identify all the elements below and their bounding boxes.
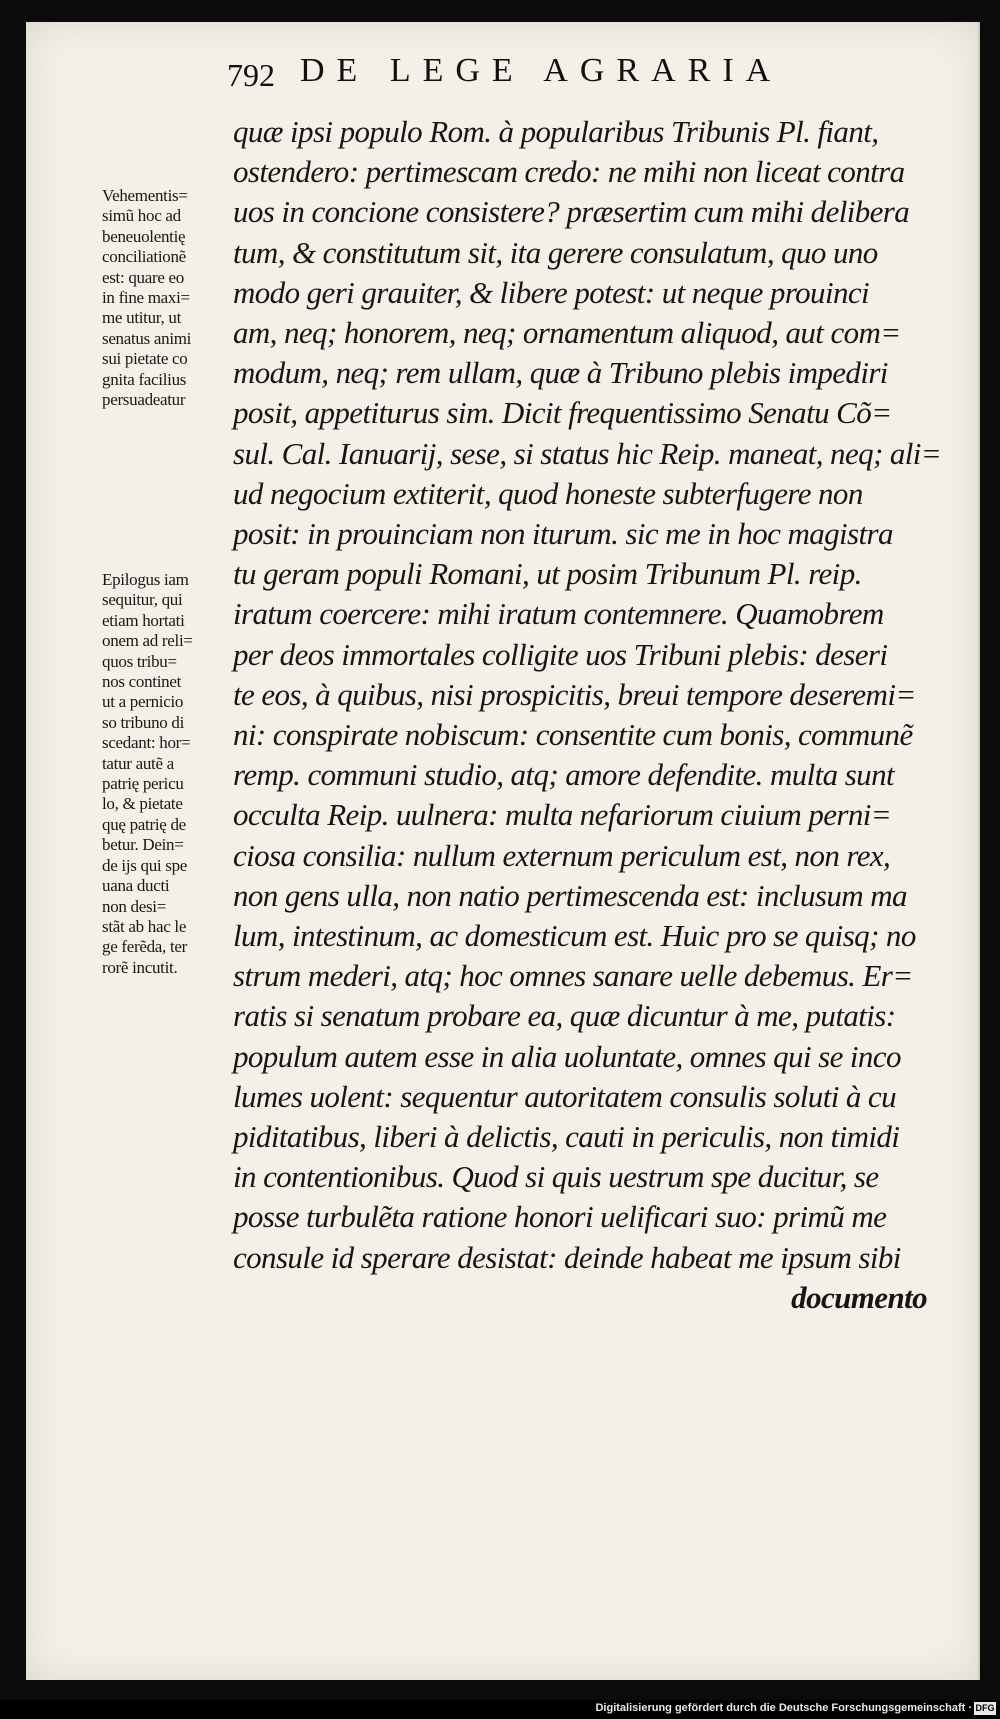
margin-note-line: betur. Dein= bbox=[102, 835, 184, 855]
margin-note-line: rorẽ incutit. bbox=[102, 957, 178, 977]
margin-note-line: sequitur, qui bbox=[102, 590, 183, 610]
margin-note-line: patrię pericu bbox=[102, 774, 184, 794]
text-line: lumes uolent: sequentur autoritatem consulis soluti à cu bbox=[233, 1078, 896, 1114]
margin-note-line: quę patrię de bbox=[102, 814, 186, 834]
text-line: ud negocium extiterit, quod honeste subterfugere non bbox=[233, 475, 863, 511]
text-line: ni: conspirate nobiscum: consentite cum bonis, communẽ bbox=[233, 717, 913, 753]
dfg-logo: DFG bbox=[975, 1703, 995, 1713]
page-number: 792 bbox=[227, 57, 275, 93]
text-line: posit: in prouinciam non iturum. sic me in hoc magistra bbox=[233, 516, 893, 552]
margin-note-line: tatur autẽ a bbox=[102, 753, 174, 773]
margin-note-line: Epilogus iam bbox=[102, 570, 189, 589]
margin-note-line: stãt ab hac le bbox=[102, 916, 187, 936]
text-line: uos in concione consistere? præsertim cum mihi delibera bbox=[233, 194, 910, 230]
text-line: am, neq; honorem, neq; ornamentum aliquod, aut com= bbox=[233, 315, 901, 351]
text-line: lum, intestinum, ac domesticum est. Huic pro se quisq; no bbox=[233, 918, 916, 954]
text-line: te eos, à quibus, nisi prospicitis, breui tempore deseremi= bbox=[233, 676, 916, 712]
margin-note-line: uana ducti bbox=[102, 876, 170, 896]
margin-note-line: sui pietate co bbox=[102, 349, 188, 369]
margin-note-line: scedant: hor= bbox=[102, 733, 191, 753]
margin-note-line: simũ hoc ad bbox=[102, 206, 181, 226]
text-line: modo geri grauiter, & libere potest: ut neque prouinci bbox=[233, 274, 870, 310]
text-line: iratum coercere: mihi iratum contemnere. Quamobrem bbox=[233, 596, 884, 632]
text-line: modum, neq; rem ullam, quæ à Tribuno plebis impediri bbox=[233, 355, 888, 391]
margin-note-line: conciliationẽ bbox=[102, 247, 186, 267]
text-line: ciosa consilia: nullum externum periculum est, non rex, bbox=[233, 837, 891, 873]
running-head: DE LEGE AGRARIA bbox=[300, 52, 783, 89]
text-line: non gens ulla, non natio pertimescenda est: inclusum ma bbox=[233, 877, 907, 913]
text-line: in contentionibus. Quod si quis uestrum spe ducitur, se bbox=[233, 1159, 879, 1195]
catchword: documento bbox=[791, 1279, 927, 1315]
text-line: posit, appetiturus sim. Dicit frequentissimo Senatu Cõ= bbox=[233, 395, 892, 431]
margin-note-line: non desi= bbox=[102, 896, 167, 916]
text-line: strum mederi, atq; hoc omnes sanare uelle debemus. Er= bbox=[233, 958, 913, 994]
margin-note-line: gnita facilius bbox=[102, 369, 187, 389]
text-line: posse turbulẽta ratione honori uelificari suo: primũ me bbox=[233, 1199, 887, 1235]
text-line: remp. communi studio, atq; amore defendite. multa sunt bbox=[233, 757, 894, 793]
margin-note bbox=[102, 186, 230, 410]
margin-note-line: in fine maxi= bbox=[102, 288, 190, 308]
margin-note-line: me utitur, ut bbox=[102, 308, 181, 328]
margin-note-line: senatus animi bbox=[102, 328, 192, 348]
text-line: per deos immortales colligite uos Tribuni plebis: deseri bbox=[233, 636, 888, 672]
margin-note-line: lo, & pietate bbox=[102, 794, 183, 814]
funding-credit: Digitalisierung gefördert durch die Deutsche Forschungsgemeinschaft · bbox=[595, 1702, 972, 1714]
text-line: quæ ipsi populo Rom. à popularibus Tribunis Pl. fiant, bbox=[233, 114, 879, 149]
margin-note-line: etiam hortati bbox=[102, 610, 185, 630]
margin-note-line: quos tribu= bbox=[102, 651, 177, 671]
text-line: occulta Reip. uulnera: multa nefariorum ciuium perni= bbox=[233, 797, 892, 833]
text-line: ostendero: pertimescam credo: ne mihi non liceat contra bbox=[233, 154, 905, 190]
body-text bbox=[233, 112, 943, 1318]
text-line: sul. Cal. Ianuarij, sese, si status hic Reip. maneat, neq; ali= bbox=[233, 435, 942, 471]
margin-note-line: persuadeatur bbox=[102, 390, 186, 410]
margin-note-line: so tribuno di bbox=[102, 712, 185, 732]
margin-note-line: ge ferẽda, ter bbox=[102, 937, 187, 957]
margin-note bbox=[102, 570, 230, 978]
text-line: tum, & constitutum sit, ita gerere consulatum, quo uno bbox=[233, 234, 878, 270]
text-line: ratis si senatum probare ea, quæ dicuntur à me, putatis: bbox=[233, 998, 896, 1034]
text-line: piditatibus, liberi à delictis, cauti in periculis, non timidi bbox=[233, 1119, 900, 1155]
margin-note-line: de ijs qui spe bbox=[102, 855, 188, 875]
text-line: tu geram populi Romani, ut posim Tribunum Pl. reip. bbox=[233, 556, 862, 592]
text-line: consule id sperare desistat: deinde habeat me ipsum sibi bbox=[233, 1239, 901, 1275]
margin-note-line: est: quare eo bbox=[102, 267, 185, 287]
text-line: populum autem esse in alia uoluntate, omnes qui se inco bbox=[233, 1038, 901, 1074]
margin-note-line: nos continet bbox=[102, 672, 182, 692]
margin-note-line: ut a pernicio bbox=[102, 692, 184, 712]
margin-note-line: onem ad reli= bbox=[102, 631, 193, 651]
margin-note-line: Vehementis= bbox=[102, 186, 188, 205]
margin-note-line: beneuolentię bbox=[102, 226, 186, 246]
